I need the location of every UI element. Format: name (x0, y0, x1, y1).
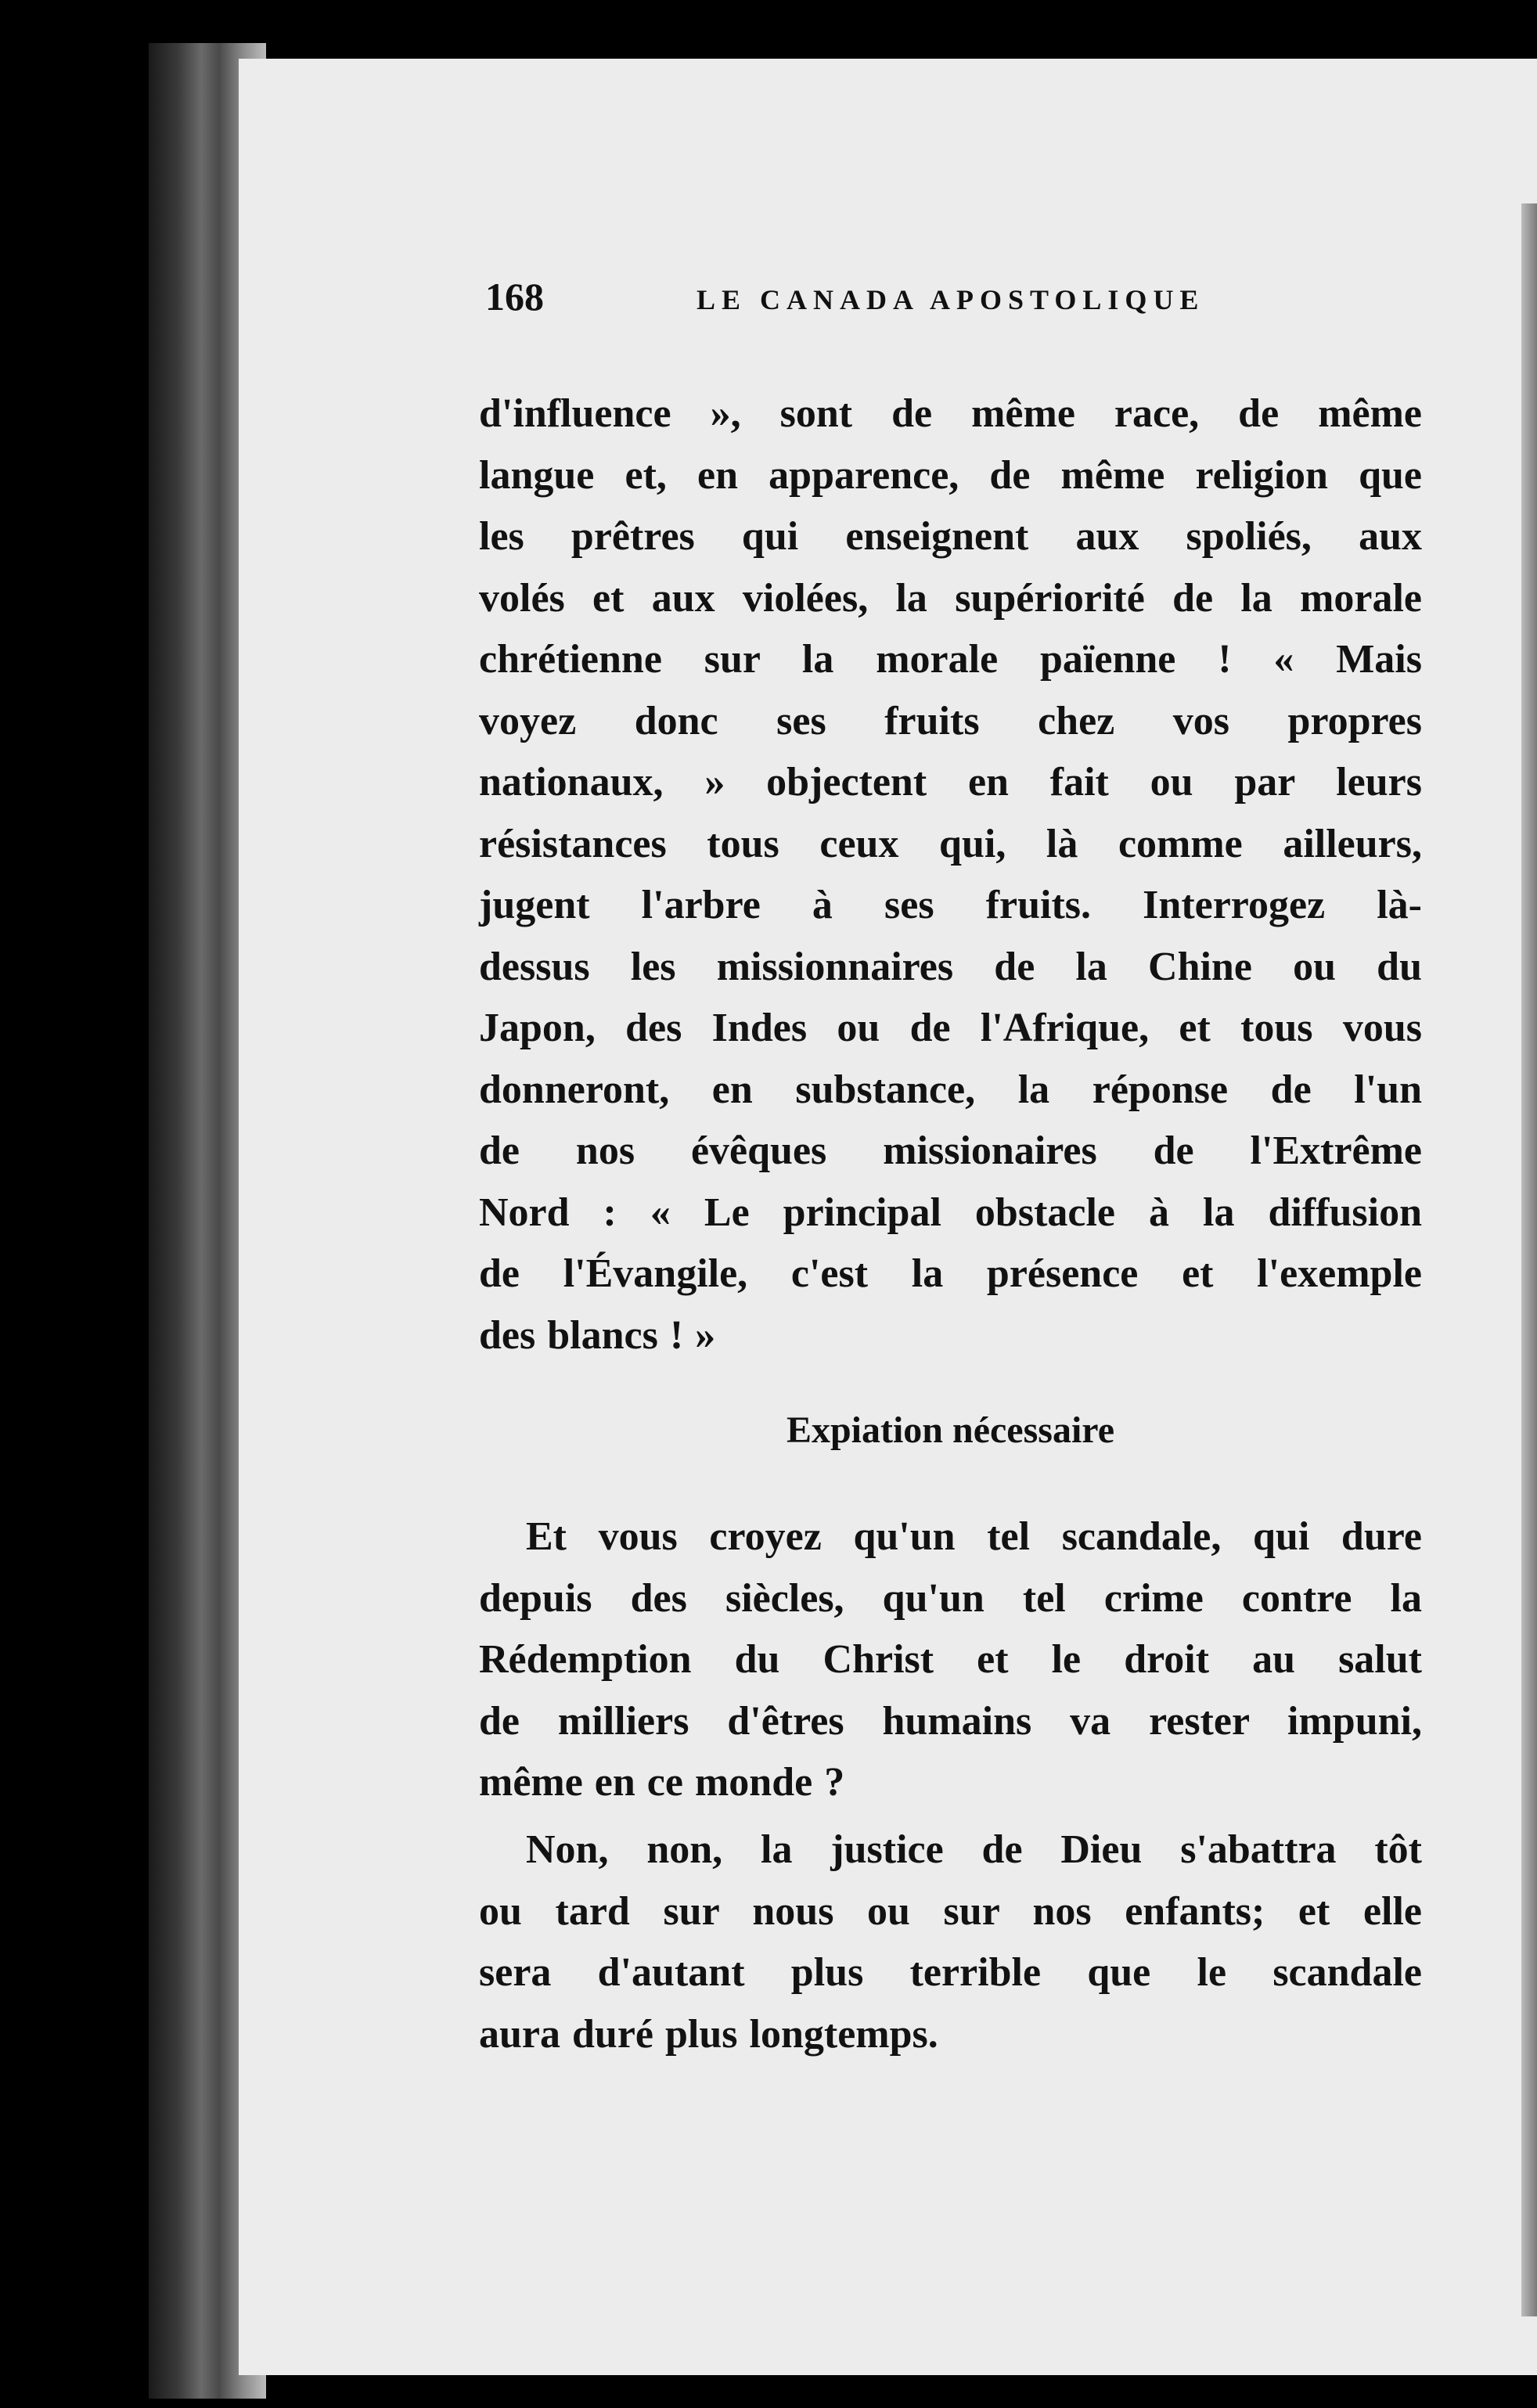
text-line: nationaux, » objectent en fait ou par leurs (479, 760, 1422, 804)
text-line: jugent l'arbre à ses fruits. Interrogez là- (479, 883, 1422, 927)
text-line: résistances tous ceux qui, là comme ailleurs, (479, 821, 1422, 866)
text-line: de l'Évangile, c'est la présence et l'exemple (479, 1251, 1422, 1296)
paragraph-2 (479, 1506, 1422, 1814)
text-line: voyez donc ses fruits chez vos propres (479, 698, 1422, 743)
text-line: donneront, en substance, la réponse de l'un (479, 1067, 1422, 1112)
text-line: volés et aux violées, la supériorité de la morale (479, 575, 1422, 621)
text-line: Et vous croyez qu'un tel scandale, qui dure (526, 1514, 1422, 1559)
text-line: de nos évêques missionaires de l'Extrême (479, 1128, 1422, 1173)
text-line: langue et, en apparence, de même religion que (479, 452, 1422, 498)
text-line: Nord : « Le principal obstacle à la diffusion (479, 1190, 1422, 1235)
text-line: Rédemption du Christ et le droit au salut (479, 1637, 1422, 1682)
text-line: les prêtres qui enseignent aux spoliés, aux (479, 514, 1422, 559)
text-line: chrétienne sur la morale païenne ! « Mais (479, 637, 1422, 682)
text-line: même en ce monde ? (479, 1760, 845, 1805)
section-heading: Expiation nécessaire (786, 1409, 1115, 1451)
text-line: sera d'autant plus terrible que le scandale (479, 1950, 1422, 1995)
page-number: 168 (485, 275, 544, 319)
page-edge (1521, 203, 1537, 2316)
text-line: d'influence », sont de même race, de même (479, 391, 1422, 436)
running-title: LE CANADA APOSTOLIQUE (697, 284, 1205, 315)
paragraph-1 (479, 383, 1422, 1366)
text-line: Non, non, la justice de Dieu s'abattra tôt (526, 1827, 1422, 1872)
text-line: depuis des siècles, qu'un tel crime contre la (479, 1575, 1422, 1621)
text-line: aura duré plus longtemps. (479, 2011, 938, 2057)
paragraph-3 (479, 1819, 1422, 2065)
text-line: des blancs ! » (479, 1312, 716, 1358)
text-line: de milliers d'êtres humains va rester impuni, (479, 1698, 1422, 1744)
text-line: Japon, des Indes ou de l'Afrique, et tous vous (479, 1006, 1422, 1050)
page-header (485, 274, 1424, 329)
text-line: ou tard sur nous ou sur nos enfants; et elle (479, 1888, 1422, 1934)
text-line: dessus les missionnaires de la Chine ou du (479, 944, 1422, 989)
